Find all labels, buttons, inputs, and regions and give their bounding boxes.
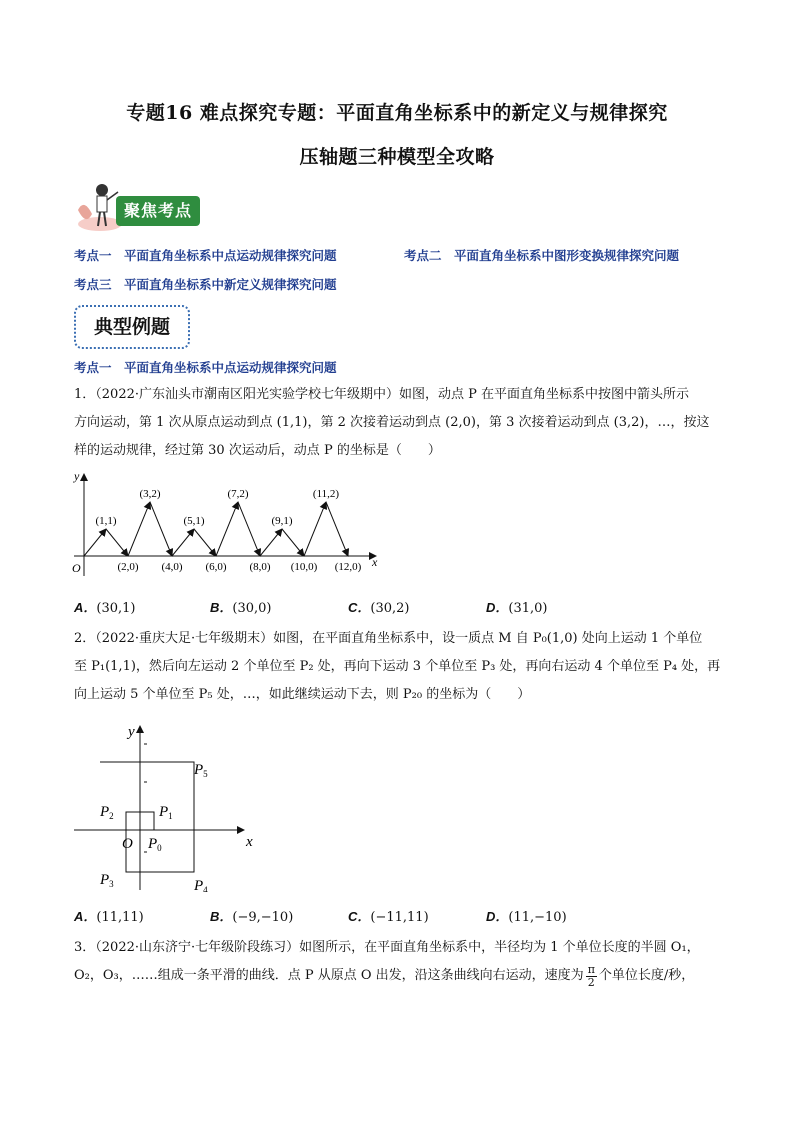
focus-banner (116, 196, 200, 226)
q1-path-segment (216, 502, 238, 556)
q1-option-a[interactable]: A．(30,1) (74, 600, 136, 616)
q1-line3: 样的运动规律，经过第 30 次运动后，动点 P 的坐标是（ ） (74, 443, 441, 458)
q1-option-d[interactable]: D．(31,0) (486, 600, 548, 616)
focus-banner-label: 聚焦考点 (123, 201, 192, 220)
q3-line1: 3．（2022·山东济宁·七年级阶段练习）如图所示，在平面直角坐标系中，半径均为 1 个单位长度的半圆 O₁， (74, 940, 700, 955)
q1-option-b[interactable]: B．(30,0) (210, 600, 272, 616)
q1-zigzag-path (84, 502, 348, 556)
q2-text (74, 625, 724, 709)
q1-line1: 1．（2022·广东汕头市潮南区阳光实验学校七年级期中）如图，动点 P 在平面直角坐标系中按图中箭头所示 (74, 387, 689, 402)
q1-xtick-label: (6,0) (205, 561, 227, 573)
q2-origin-label: O (122, 836, 133, 852)
q1-xtick-label: (12,0) (334, 561, 362, 573)
kaodian-link-1[interactable]: 考点一 平面直角坐标系中点运动规律探究问题 (74, 248, 337, 263)
q1-path-segment (128, 502, 150, 556)
q2-option-b[interactable]: B．(−9,−10) (210, 909, 294, 925)
section1-heading: 考点一 平面直角坐标系中点运动规律探究问题 (74, 360, 337, 375)
q1-figure (70, 468, 390, 580)
q3-line2: O₂，O₃，……组成一条平滑的曲线．点 P 从原点 O 出发，沿这条曲线向右运动，速度为 π 2 个单位长度/秒， (74, 962, 695, 989)
q1-path-segment (194, 529, 216, 556)
q1-path-segment (150, 502, 172, 556)
q3-text (74, 934, 724, 990)
q1-xtick-label: (4,0) (161, 561, 183, 573)
q1-text (74, 381, 724, 465)
q1-point-labels (95, 488, 361, 573)
q1-y-label: y (74, 469, 80, 483)
q1-peak-label: (9,1) (271, 515, 293, 527)
q2-y-label: y (128, 724, 135, 740)
q1-path-segment (106, 529, 128, 556)
q1-xtick-label: (2,0) (117, 561, 139, 573)
q1-path-segment (304, 502, 326, 556)
q1-path-segment (326, 502, 348, 556)
q1-xtick-label: (8,0) (249, 561, 271, 573)
q2-label-p0: $P_0$ (148, 836, 162, 853)
q1-path-segment (238, 502, 260, 556)
kaodian-link-3[interactable]: 考点三 平面直角坐标系中新定义规律探究问题 (74, 277, 337, 292)
kaodian-link-2[interactable]: 考点二 平面直角坐标系中图形变换规律探究问题 (404, 248, 680, 263)
q1-peak-label: (3,2) (139, 488, 161, 500)
q1-path-segment (260, 529, 282, 556)
page-subtitle: 压轴题三种模型全攻略 (299, 146, 495, 168)
q1-x-label: x (372, 555, 378, 569)
q1-path-segment (84, 529, 106, 556)
q2-option-c[interactable]: C．(−11,11) (348, 909, 429, 925)
q2-line1: 2．（2022·重庆大足·七年级期末）如图，在平面直角坐标系中，设一质点 M 自 P₀(1,0) 处向上运动 1 个单位 (74, 631, 703, 646)
q1-peak-label: (11,2) (312, 488, 340, 500)
typical-example-box (74, 305, 190, 349)
q2-label-p3: $P_3$ (100, 872, 114, 889)
q2-spiral-path (100, 762, 194, 872)
q1-peak-label: (7,2) (227, 488, 249, 500)
page-title: 专题16 难点探究专题：平面直角坐标系中的新定义与规律探究 (126, 102, 668, 124)
q2-option-a[interactable]: A．(11,11) (74, 909, 144, 925)
q1-origin-label: O (72, 561, 81, 575)
q2-option-d[interactable]: D．(11,−10) (486, 909, 567, 925)
q2-line2: 至 P₁(1,1)，然后向左运动 2 个单位至 P₂ 处，再向下运动 3 个单位至 P₃ 处，再向右运动 4 个单位至 P₄ 处，再 (74, 659, 721, 674)
q1-peak-label: (1,1) (95, 515, 117, 527)
q1-path-segment (282, 529, 304, 556)
q2-label-p4: $P_4$ (194, 878, 208, 892)
q2-label-p1: $P_1$ (159, 804, 173, 821)
q2-label-p5: $P_5$ (194, 762, 208, 779)
q2-x-label: x (246, 834, 253, 850)
q1-peak-label: (5,1) (183, 515, 205, 527)
q1-option-c[interactable]: C．(30,2) (348, 600, 410, 616)
q1-xtick-label: (10,0) (290, 561, 318, 573)
q3-fraction: π 2 (587, 962, 595, 989)
q2-line3: 向上运动 5 个单位至 P₅ 处，…，如此继续运动下去，则 P₂₀ 的坐标为（ ） (74, 687, 531, 702)
q1-path-segment (172, 529, 194, 556)
q1-line2: 方向运动，第 1 次从原点运动到点 (1,1)，第 2 次接着运动到点 (2,0)，第 3 次接着运动到点 (3,2)，…，按这 (74, 415, 710, 430)
typical-example-label: 典型例题 (93, 316, 170, 338)
q2-label-p2: $P_2$ (100, 804, 114, 821)
q2-figure (70, 722, 260, 892)
